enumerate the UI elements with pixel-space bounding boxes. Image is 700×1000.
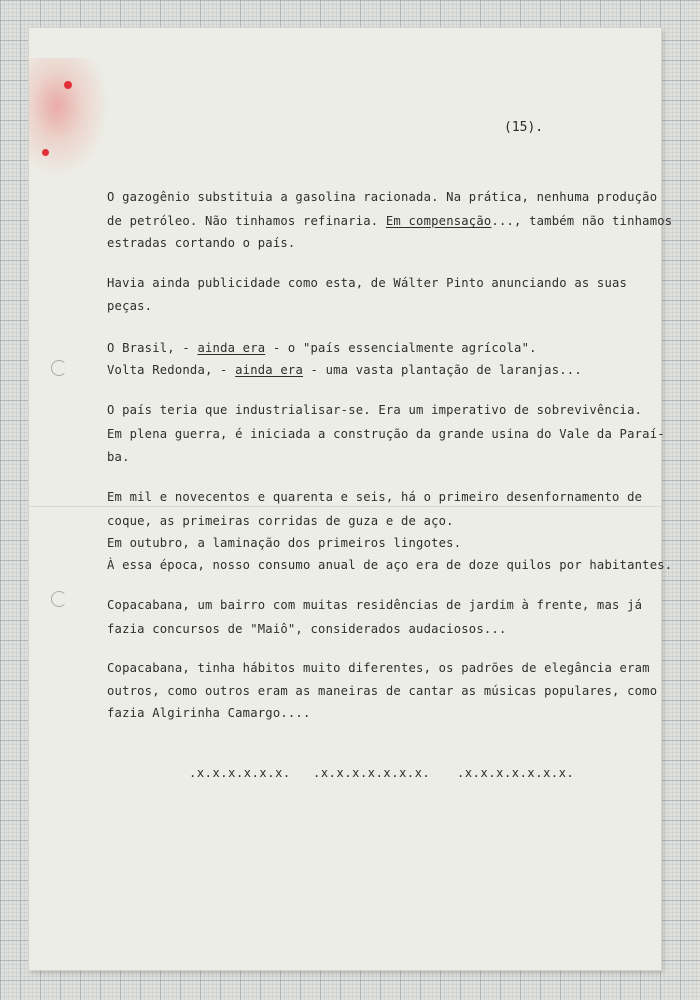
separator-mark: .x.x.x.x.x.x.x. [457, 766, 575, 780]
red-stain [29, 58, 109, 178]
text-line: coque, as primeiras corridas de guza e de aço. [107, 514, 454, 528]
text-line: O gazogênio substituia a gasolina racionada. Na prática, nenhuma produção [107, 190, 658, 204]
text-line: outros, como outros eram as maneiras de cantar as músicas populares, como [107, 684, 658, 698]
text-line: Volta Redonda, - ainda era - uma vasta plantação de laranjas... [107, 363, 582, 377]
punch-hole [51, 360, 67, 376]
text-line: de petróleo. Não tinhamos refinaria. Em compensação..., também não tinhamos [107, 214, 673, 228]
text-line: O país teria que industrialisar-se. Era um imperativo de sobrevivência. [107, 403, 643, 417]
underlined-text: ainda era [197, 341, 266, 355]
underlined-text: Em compensação [385, 214, 492, 228]
separator-mark: .x.x.x.x.x.x.x. [313, 766, 431, 780]
text-line: Em mil e novecentos e quarenta e seis, há o primeiro desenfornamento de [107, 490, 643, 504]
text-line: Copacabana, tinha hábitos muito diferentes, os padrões de elegância eram [107, 661, 650, 675]
text-line: À essa época, nosso consumo anual de aço era de doze quilos por habitantes. [107, 558, 673, 572]
text-line: O Brasil, - ainda era - o "país essencialmente agrícola". [107, 341, 537, 355]
text-line: Havia ainda publicidade como esta, de Wálter Pinto anunciando as suas [107, 276, 628, 290]
text-line: Em plena guerra, é iniciada a construção da grande usina do Vale da Paraí- [107, 427, 665, 441]
red-ink-dot [42, 149, 49, 156]
page-number: (15). [504, 120, 544, 135]
text-line: peças. [107, 299, 153, 313]
text-line: Em outubro, a laminação dos primeiros lingotes. [107, 536, 462, 550]
text-line: Copacabana, um bairro com muitas residências de jardim à frente, mas já [107, 598, 643, 612]
text-line: fazia Algirinha Camargo.... [107, 706, 311, 720]
separator-mark: .x.x.x.x.x.x. [189, 766, 291, 780]
punch-hole [51, 591, 67, 607]
text-line: estradas cortando o país. [107, 236, 296, 250]
typewritten-page [29, 28, 673, 970]
underlined-text: ainda era [235, 363, 303, 377]
text-line: ba. [107, 450, 130, 464]
red-ink-dot [64, 81, 72, 89]
text-line: fazia concursos de "Maiô", considerados audaciosos... [107, 622, 507, 636]
